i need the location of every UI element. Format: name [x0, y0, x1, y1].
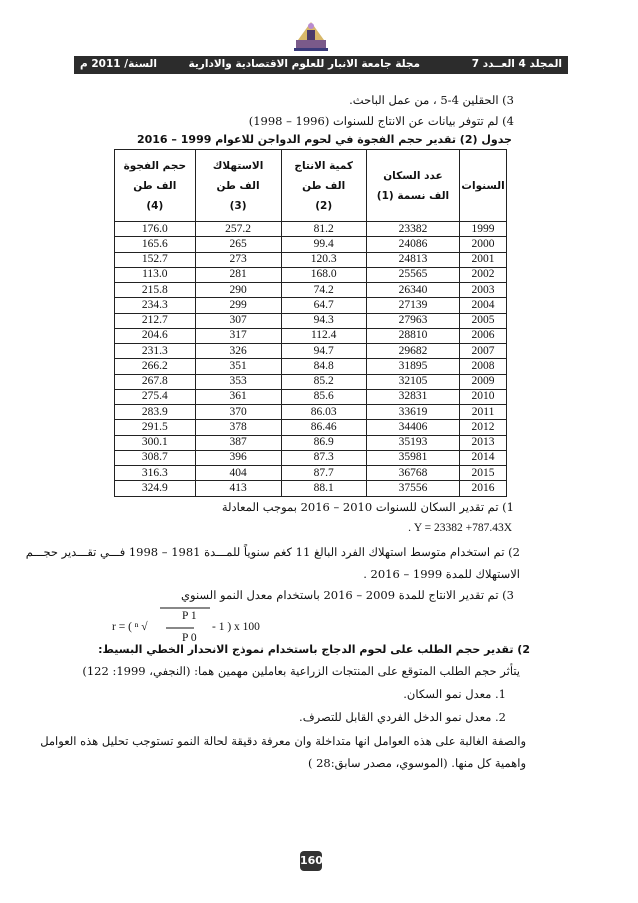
- cell-production: 81.2: [281, 222, 366, 237]
- cell-gap: 300.1: [115, 435, 196, 450]
- cell-gap: 275.4: [115, 389, 196, 404]
- formula-numerator: P 1: [182, 610, 197, 622]
- growth-rate-formula: [112, 607, 272, 647]
- cell-gap: 283.9: [115, 405, 196, 420]
- cell-gap: 324.9: [115, 481, 196, 496]
- section-paragraph-2a: والصفة الغالبة على هذه العوامل انها متداخلة وان معرفة دقيقة لحالة النمو تستوجب تحليل هذه العوامل: [40, 734, 526, 748]
- cell-year: 2007: [460, 344, 507, 359]
- cell-production: 74.2: [281, 283, 366, 298]
- cell-consumption: 351: [195, 359, 281, 374]
- table-row: [115, 389, 507, 404]
- header-years: السنوات: [460, 150, 507, 222]
- cell-year: 2004: [460, 298, 507, 313]
- cell-gap: 215.8: [115, 283, 196, 298]
- cell-production: 112.4: [281, 328, 366, 343]
- cell-production: 94.3: [281, 313, 366, 328]
- cell-consumption: 387: [195, 435, 281, 450]
- table-row: [115, 328, 507, 343]
- cell-gap: 267.8: [115, 374, 196, 389]
- cell-year: 2016: [460, 481, 507, 496]
- note-missing-data: 4) لم تتوفر بيانات عن الانتاج للسنوات (1996 – 1998): [248, 114, 514, 128]
- cell-gap: 308.7: [115, 450, 196, 465]
- cell-year: 2008: [460, 359, 507, 374]
- cell-year: 2009: [460, 374, 507, 389]
- table-row: [115, 222, 507, 237]
- cell-production: 120.3: [281, 252, 366, 267]
- header-population: عدد السكان الف نسمة (1): [366, 150, 459, 222]
- table-row: [115, 283, 507, 298]
- table-row: [115, 466, 507, 481]
- table-body: [115, 222, 507, 497]
- section-heading: 2) تقدير حجم الطلب على لحوم الدجاج باستخدام نموذج الانحدار الخطي البسيط:: [98, 643, 530, 656]
- cell-population: 35981: [366, 450, 459, 465]
- header-gap: حجم الفجوة الف طن (4): [115, 150, 196, 222]
- cell-gap: 231.3: [115, 344, 196, 359]
- table-row: [115, 252, 507, 267]
- cell-year: 2002: [460, 267, 507, 282]
- note-consumption-period: الاستهلاك للمدة 1999 – 2016 .: [363, 567, 520, 581]
- cell-production: 87.7: [281, 466, 366, 481]
- cell-population: 29682: [366, 344, 459, 359]
- cell-consumption: 353: [195, 374, 281, 389]
- cell-consumption: 396: [195, 450, 281, 465]
- cell-consumption: 307: [195, 313, 281, 328]
- formula-left: r = ( ⁿ √: [112, 621, 148, 633]
- cell-gap: 291.5: [115, 420, 196, 435]
- cell-year: 2013: [460, 435, 507, 450]
- cell-year: 2010: [460, 389, 507, 404]
- section-paragraph-1: يتأثر حجم الطلب المتوقع على المنتجات الزراعية بعاملين مهمين هما: (النجفي، 1999: 122): [82, 664, 520, 678]
- cell-gap: 212.7: [115, 313, 196, 328]
- cell-production: 87.3: [281, 450, 366, 465]
- cell-population: 23382: [366, 222, 459, 237]
- cell-year: 1999: [460, 222, 507, 237]
- cell-year: 2006: [460, 328, 507, 343]
- cell-production: 85.6: [281, 389, 366, 404]
- table-row: [115, 344, 507, 359]
- cell-production: 168.0: [281, 267, 366, 282]
- cell-gap: 316.3: [115, 466, 196, 481]
- header-consumption: الاستهلاك الف طن (3): [195, 150, 281, 222]
- cell-consumption: 404: [195, 466, 281, 481]
- cell-population: 35193: [366, 435, 459, 450]
- cell-production: 94.7: [281, 344, 366, 359]
- cell-production: 64.7: [281, 298, 366, 313]
- table-title: جدول (2) تقدير حجم الفجوة في لحوم الدواجن للاعوام 1999 – 2016: [136, 133, 512, 146]
- table-row: [115, 450, 507, 465]
- cell-production: 86.03: [281, 405, 366, 420]
- cell-population: 27139: [366, 298, 459, 313]
- section-list-item-1: 1. معدل نمو السكان.: [403, 687, 506, 701]
- cell-production: 85.2: [281, 374, 366, 389]
- table-row: [115, 435, 507, 450]
- note-population-estimate: 1) تم تقدير السكان للسنوات 2010 – 2016 بموجب المعادلة: [221, 500, 514, 514]
- cell-population: 24813: [366, 252, 459, 267]
- cell-population: 31895: [366, 359, 459, 374]
- cell-population: 37556: [366, 481, 459, 496]
- note-fields-source: 3) الحقلين 4-5 ، من عمل الباحث.: [349, 93, 514, 107]
- cell-consumption: 290: [195, 283, 281, 298]
- table-row: [115, 481, 507, 496]
- cell-population: 26340: [366, 283, 459, 298]
- cell-year: 2011: [460, 405, 507, 420]
- cell-consumption: 257.2: [195, 222, 281, 237]
- formula-right: - 1 ) x 100: [212, 621, 260, 633]
- cell-year: 2003: [460, 283, 507, 298]
- header-production: كمية الانتاج الف طن (2): [281, 150, 366, 222]
- cell-population: 28810: [366, 328, 459, 343]
- cell-year: 2000: [460, 237, 507, 252]
- cell-production: 86.9: [281, 435, 366, 450]
- cell-consumption: 413: [195, 481, 281, 496]
- cell-population: 32831: [366, 389, 459, 404]
- volume-issue: المجلد 4 العــدد 7: [471, 58, 562, 70]
- journal-title: مجلة جامعة الانبار للعلوم الاقتصادية والادارية: [188, 58, 420, 70]
- cell-consumption: 370: [195, 405, 281, 420]
- population-equation: Y = 23382 +787.43X .: [408, 522, 512, 534]
- cell-gap: 266.2: [115, 359, 196, 374]
- cell-consumption: 361: [195, 389, 281, 404]
- cell-production: 84.8: [281, 359, 366, 374]
- cell-population: 27963: [366, 313, 459, 328]
- cell-consumption: 326: [195, 344, 281, 359]
- table-row: [115, 359, 507, 374]
- university-logo: [292, 18, 330, 52]
- cell-gap: 204.6: [115, 328, 196, 343]
- cell-population: 34406: [366, 420, 459, 435]
- page-number: 160: [300, 851, 322, 871]
- cell-consumption: 378: [195, 420, 281, 435]
- table-row: [115, 405, 507, 420]
- cell-year: 2001: [460, 252, 507, 267]
- table-row: [115, 374, 507, 389]
- cell-consumption: 317: [195, 328, 281, 343]
- poultry-gap-table: [114, 149, 507, 497]
- cell-population: 36768: [366, 466, 459, 481]
- table-header-row: [115, 150, 507, 222]
- section-list-item-2: 2. معدل نمو الدخل الفردي القابل للتصرف.: [299, 710, 506, 724]
- cell-gap: 165.6: [115, 237, 196, 252]
- cell-year: 2014: [460, 450, 507, 465]
- cell-production: 86.46: [281, 420, 366, 435]
- cell-population: 32105: [366, 374, 459, 389]
- formula-denominator: P 0: [182, 632, 197, 644]
- table-row: [115, 420, 507, 435]
- cell-gap: 176.0: [115, 222, 196, 237]
- cell-consumption: 273: [195, 252, 281, 267]
- cell-population: 24086: [366, 237, 459, 252]
- note-production-estimate: 3) تم تقدير الانتاج للمدة 2009 – 2016 باستخدام معدل النمو السنوي: [181, 588, 514, 602]
- cell-year: 2005: [460, 313, 507, 328]
- publication-year: السنة/ 2011 م: [80, 58, 157, 70]
- cell-gap: 234.3: [115, 298, 196, 313]
- table-row: [115, 298, 507, 313]
- note-consumption-estimate: 2) تم استخدام متوسط استهلاك الفرد البالغ 11 كغم سنوياً للمـــدة 1981 – 1998 فـــي تقـــدير حجـــم: [25, 545, 520, 559]
- cell-year: 2015: [460, 466, 507, 481]
- cell-population: 33619: [366, 405, 459, 420]
- cell-gap: 152.7: [115, 252, 196, 267]
- cell-gap: 113.0: [115, 267, 196, 282]
- cell-production: 88.1: [281, 481, 366, 496]
- cell-consumption: 281: [195, 267, 281, 282]
- table-row: [115, 237, 507, 252]
- cell-consumption: 299: [195, 298, 281, 313]
- cell-production: 99.4: [281, 237, 366, 252]
- journal-header-bar: [74, 56, 568, 74]
- cell-year: 2012: [460, 420, 507, 435]
- cell-population: 25565: [366, 267, 459, 282]
- table-row: [115, 313, 507, 328]
- table-row: [115, 267, 507, 282]
- cell-consumption: 265: [195, 237, 281, 252]
- section-paragraph-2b: واهمية كل منها. (الموسوي، مصدر سابق:28 ): [307, 756, 526, 770]
